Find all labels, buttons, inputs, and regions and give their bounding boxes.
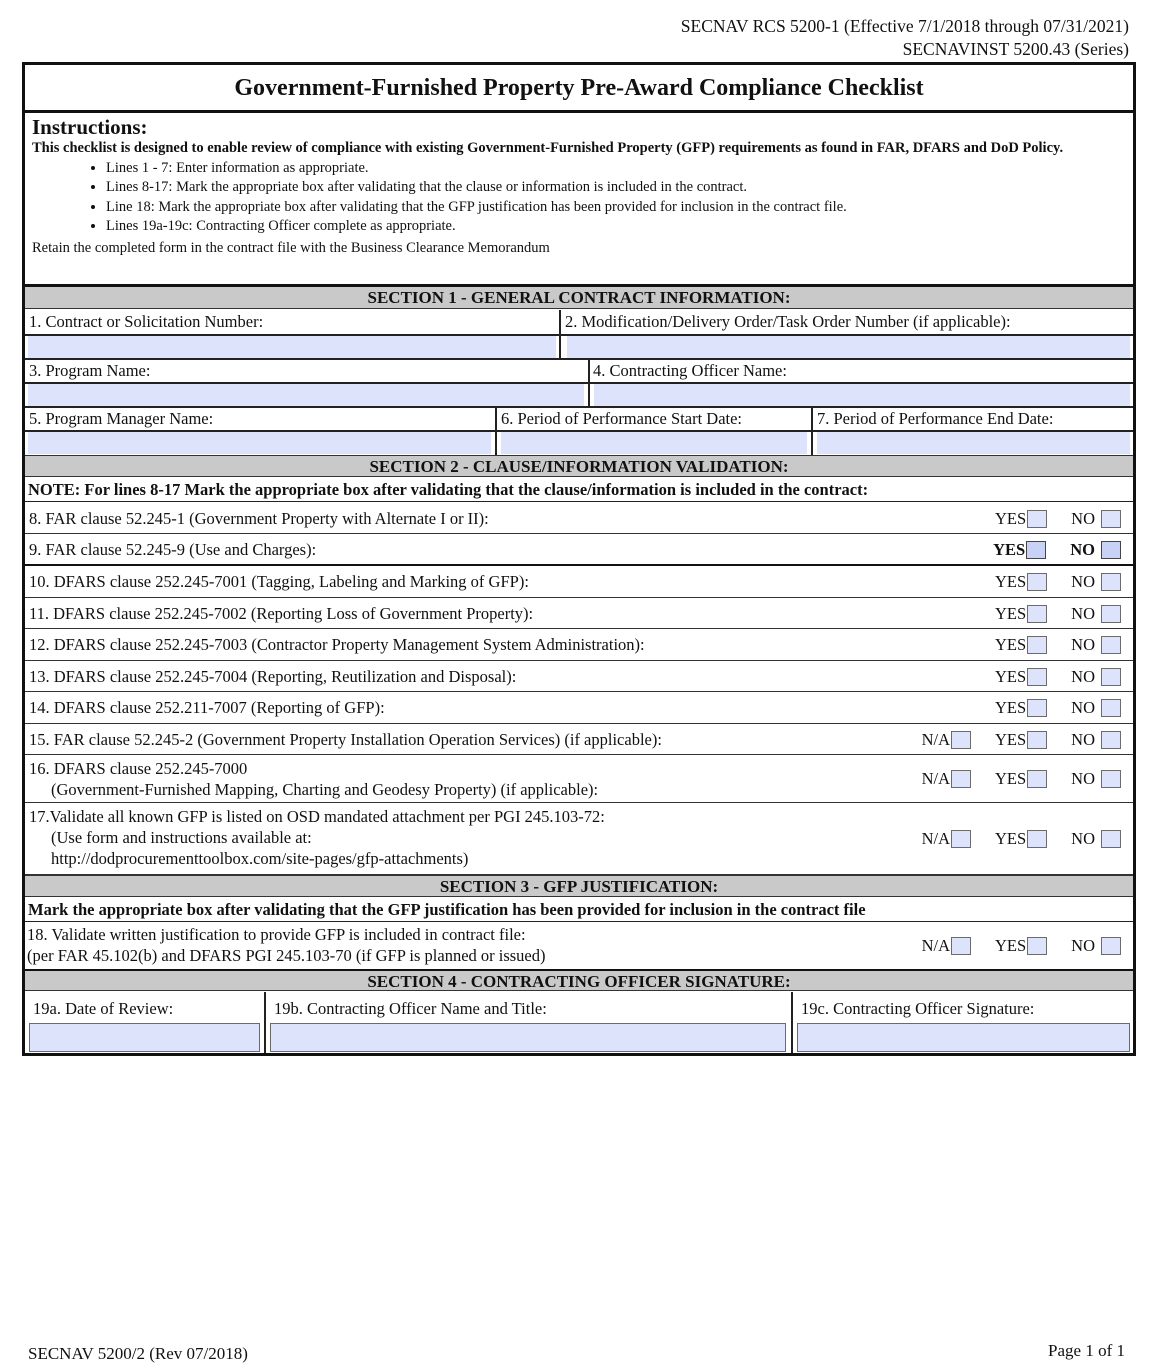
no-checkbox[interactable] [1101,937,1121,955]
clause-line-1: 11. DFARS clause 252.245-7002 (Reporting Loss of Government Property): [29,604,534,623]
clause-row-12 [25,629,1133,661]
option-yes [995,667,1047,687]
clause-line-1: 18. Validate written justification to provide GFP is included in contract file: [27,925,526,944]
yes-label: YES [994,604,1027,623]
program-name-input[interactable] [28,384,584,406]
clause-line-1: 12. DFARS clause 252.245-7003 (Contractor Property Management System Administration): [29,635,645,654]
no-label: NO [1071,936,1095,955]
option-na [922,829,971,849]
instructions-intro: This checklist is designed to enable review of compliance with existing Government-Furnished Property (GFP) requirements as found in FAR, DFARS and DoD Policy. [32,140,1064,156]
clause-line-2: (Use form and instructions available at: [51,828,312,847]
section-4-header: SECTION 4 - CONTRACTING OFFICER SIGNATURE: [25,969,1133,991]
option-no [1071,572,1121,592]
no-checkbox[interactable] [1101,605,1121,623]
instruction-item: • Line 18: Mark the appropriate box after validating that the GFP justification has been provided for inclusion in the contract file. [106,198,1126,218]
section-2-note [25,478,1133,502]
na-label: N/A [921,829,950,848]
clause-row-16 [25,755,1133,803]
section-1-header: SECTION 1 - GENERAL CONTRACT INFORMATION: [25,287,1133,309]
no-label: NO [1071,730,1095,749]
header-rcs-line: SECNAV RCS 5200-1 (Effective 7/1/2018 through 07/31/2021) [680,16,1129,36]
clause-options [971,509,1121,529]
option-yes [995,829,1047,849]
option-yes [995,769,1047,789]
contracting-officer-name-input[interactable] [594,384,1130,406]
option-yes [995,635,1047,655]
na-checkbox[interactable] [951,830,971,848]
instructions-block [25,113,1133,287]
no-label: NO [1070,540,1095,559]
compliance-checklist-form [22,62,1136,1056]
no-label: NO [1071,769,1095,788]
clause-options [971,572,1121,592]
option-yes [995,730,1047,750]
clause-text [29,503,489,534]
field-label-pop-end-date: 7. Period of Performance End Date: [817,409,1054,428]
pop-end-date-input[interactable] [817,432,1130,454]
yes-label: YES [993,540,1026,559]
option-no [1070,540,1121,560]
no-label: NO [1071,667,1095,686]
pop-start-date-input[interactable] [501,432,807,454]
yes-label: YES [994,667,1027,686]
yes-label: YES [994,509,1027,528]
field-label-co-signature: 19c. Contracting Officer Signature: [801,999,1035,1018]
clause-text [27,924,546,966]
option-na [922,769,971,789]
yes-checkbox[interactable] [1027,699,1047,717]
section-1-body [25,310,1133,475]
no-checkbox[interactable] [1101,668,1121,686]
no-checkbox[interactable] [1101,830,1121,848]
na-checkbox[interactable] [951,937,971,955]
section-3-note-text: Mark the appropriate box after validating that the GFP justification has been provided for inclusion in the contract file [28,900,866,919]
no-label: NO [1071,604,1095,623]
clause-line-1: 8. FAR clause 52.245-1 (Government Property with Alternate I or II): [29,509,489,528]
clause-row-14 [25,692,1133,724]
yes-label: YES [994,730,1027,749]
yes-label: YES [994,936,1027,955]
instruction-item: • Lines 8-17: Mark the appropriate box after validating that the clause or information is included in the contract. [106,178,1126,198]
section-2-header: SECTION 2 - CLAUSE/INFORMATION VALIDATION: [25,455,1133,477]
program-manager-name-input[interactable] [28,432,491,454]
no-label: NO [1071,698,1095,717]
no-label: NO [1071,829,1095,848]
clause-text [29,534,316,566]
na-checkbox[interactable] [951,731,971,749]
instruction-item: • Lines 1 - 7: Enter information as appropriate. [106,159,1126,179]
field-label-program-manager-name: 5. Program Manager Name: [29,409,214,428]
na-label: N/A [921,936,950,955]
yes-checkbox[interactable] [1027,605,1047,623]
clause-text [29,758,598,800]
na-label: N/A [921,730,950,749]
modification-number-input[interactable] [567,336,1130,358]
clause-options [971,698,1121,718]
section-4-body [25,992,1133,1053]
clause-text [29,806,605,869]
no-checkbox[interactable] [1101,573,1121,591]
option-no [1071,730,1121,750]
option-no [1071,769,1121,789]
yes-label: YES [994,635,1027,654]
clause-line-1: 16. DFARS clause 252.245-7000 [29,759,248,778]
clause-row-10 [25,566,1133,598]
instructions-title: Instructions: [32,115,148,139]
clause-text [29,598,533,629]
clause-options [898,769,1121,789]
clause-row-9 [25,534,1133,566]
clause-row-18 [25,922,1133,969]
yes-label: YES [994,572,1027,591]
yes-checkbox[interactable] [1027,770,1047,788]
option-no [1071,698,1121,718]
clause-options [969,540,1121,560]
option-na [922,730,971,750]
clause-options [971,635,1121,655]
option-yes [995,509,1047,529]
yes-label: YES [994,698,1027,717]
contract-number-input[interactable] [28,336,556,358]
clause-row-17 [25,803,1133,875]
option-yes [995,698,1047,718]
no-label: NO [1071,635,1095,654]
option-yes [995,572,1047,592]
clause-line-2: (per FAR 45.102(b) and DFARS PGI 245.103-70 (if GFP is planned or issued) [27,946,546,965]
clause-row-8 [25,503,1133,534]
na-label: N/A [921,769,950,788]
option-no [1071,667,1121,687]
field-label-date-of-review: 19a. Date of Review: [33,999,174,1018]
field-label-program-name: 3. Program Name: [29,361,151,380]
clause-text [29,629,645,661]
field-label-co-name-title: 19b. Contracting Officer Name and Title: [274,999,547,1018]
yes-label: YES [994,769,1027,788]
form-title: Government-Furnished Property Pre-Award Compliance Checklist [25,65,1133,113]
co-signature-input[interactable] [797,1023,1130,1052]
yes-checkbox[interactable] [1027,731,1047,749]
yes-checkbox[interactable] [1027,830,1047,848]
no-checkbox[interactable] [1101,699,1121,717]
na-checkbox[interactable] [951,770,971,788]
clause-options [971,667,1121,687]
field-label-contract-number: 1. Contract or Solicitation Number: [29,312,264,331]
option-no [1071,635,1121,655]
clause-options [971,604,1121,624]
clause-line-1: 10. DFARS clause 252.245-7001 (Tagging, Labeling and Marking of GFP): [29,572,529,591]
clause-options [898,936,1121,956]
section-2-note-text: NOTE: For lines 8-17 Mark the appropriate box after validating that the clause/information is included in the contract: [28,480,869,499]
option-no [1071,829,1121,849]
footer-page-number: Page 1 of 1 [1048,1341,1125,1360]
no-checkbox[interactable] [1101,770,1121,788]
option-no [1071,509,1121,529]
clause-row-15 [25,724,1133,755]
clause-text [29,661,516,692]
clause-row-13 [25,661,1133,692]
clause-line-1: 9. FAR clause 52.245-9 (Use and Charges): [29,540,317,559]
option-no [1071,604,1121,624]
clause-text [29,724,662,755]
no-checkbox[interactable] [1101,731,1121,749]
instructions-retain-note: Retain the completed form in the contract file with the Business Clearance Memorandum [32,239,550,256]
clause-line-1: 14. DFARS clause 252.211-7007 (Reporting of GFP): [29,698,385,717]
field-label-contracting-officer-name: 4. Contracting Officer Name: [593,361,787,380]
option-no [1071,936,1121,956]
no-checkbox[interactable] [1101,541,1121,559]
clause-options [898,829,1121,849]
no-label: NO [1071,572,1095,591]
clause-options [898,730,1121,750]
option-yes [993,540,1046,560]
option-yes [995,936,1047,956]
clause-text [29,566,529,598]
option-na [922,936,971,956]
instructions-list [32,159,1126,237]
clause-line-1: 17.Validate all known GFP is listed on OSD mandated attachment per PGI 245.103-72: [29,807,605,826]
field-label-pop-start-date: 6. Period of Performance Start Date: [501,409,743,428]
yes-checkbox[interactable] [1027,510,1047,528]
yes-label: YES [994,829,1027,848]
co-name-title-input[interactable] [270,1023,786,1052]
clause-line-2: (Government-Furnished Mapping, Charting and Geodesy Property) (if applicable): [51,780,599,799]
no-checkbox[interactable] [1101,510,1121,528]
no-label: NO [1071,509,1095,528]
yes-checkbox[interactable] [1027,573,1047,591]
field-label-modification-number: 2. Modification/Delivery Order/Task Order Number (if applicable): [565,312,1011,331]
clause-line-3: http://dodprocurementtoolbox.com/site-pages/gfp-attachments) [51,849,469,868]
section-3-header: SECTION 3 - GFP JUSTIFICATION: [25,875,1133,897]
option-yes [995,604,1047,624]
no-checkbox[interactable] [1101,636,1121,654]
instruction-item: • Lines 19a-19c: Contracting Officer complete as appropriate. [106,217,1126,237]
yes-checkbox[interactable] [1027,668,1047,686]
header-instruction-line: SECNAVINST 5200.43 (Series) [902,39,1129,59]
footer-form-id: SECNAV 5200/2 (Rev 07/2018) [28,1344,248,1363]
yes-checkbox[interactable] [1026,541,1046,559]
clause-line-1: 15. FAR clause 52.245-2 (Government Property Installation Operation Services) (if applicable): [29,730,662,749]
date-of-review-input[interactable] [29,1023,260,1052]
yes-checkbox[interactable] [1027,937,1047,955]
section-3-note [25,898,1133,922]
clause-row-11 [25,598,1133,629]
yes-checkbox[interactable] [1027,636,1047,654]
clause-text [29,692,385,724]
clause-line-1: 13. DFARS clause 252.245-7004 (Reporting, Reutilization and Disposal): [29,667,517,686]
